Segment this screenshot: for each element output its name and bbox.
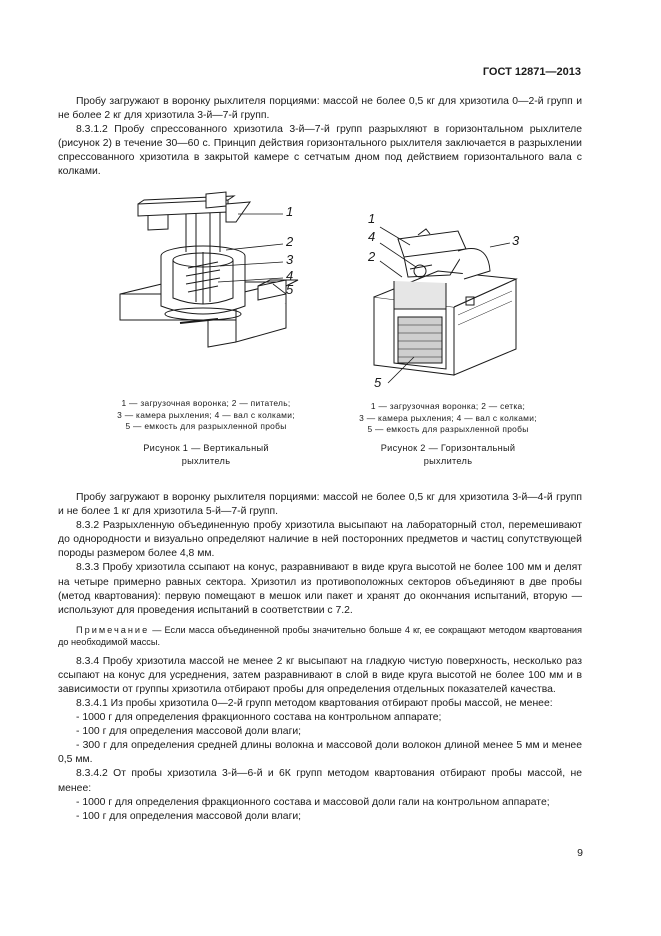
- fig1-label-4: 4: [286, 268, 294, 283]
- note-text: — Если масса объединенной пробы значительно больше 4 кг, ее сокращают методом квартования до необходимой массы.: [58, 624, 582, 648]
- list-item-5: - 100 г для определения массовой доли влаги;: [76, 810, 302, 822]
- note-label: Примечание: [76, 624, 150, 635]
- intro-paragraph-1: Пробу загружают в воронку рыхлителя порциями: массой не более 0,5 кг для хризотила 0—2-й групп и не более 2 кг для хризотила 3-й—7-й групп.: [58, 96, 582, 122]
- fig1-title-line-2: рыхлитель: [181, 456, 231, 466]
- fig2-title-line-2: рыхлитель: [423, 456, 473, 466]
- fig1-legend-line-1: 1 — загрузочная воронка; 2 — питатель;: [121, 398, 291, 408]
- fig2-title-line-1: Рисунок 2 — Горизонтальный: [380, 443, 516, 453]
- list-item-3: - 300 г для определения средней длины волокна и массовой доли волокон длиной менее 5 мм и менее 0,5 мм.: [58, 740, 582, 766]
- list-item-4: - 1000 г для определения фракционного состава и массовой доли гали на контрольном аппарате;: [76, 796, 550, 808]
- body-paragraph-5: 8.3.4.1 Из пробы хризотила 0—2-й групп методом квартования отбирают пробы массой, не менее:: [76, 697, 553, 709]
- body-paragraph-6: 8.3.4.2 От пробы хризотила 3-й—6-й и 6К групп методом квартования отбирают пробы массой, не менее:: [58, 768, 582, 794]
- list-item-2: - 100 г для определения массовой доли влаги;: [76, 726, 302, 738]
- body-text: [58, 491, 582, 824]
- body-paragraph-3: 8.3.3 Пробу хризотила ссыпают на конус, разравнивают в виде круга высотой не более 100 мм и делят на четыре примерно равных сектора. Хризотил из противоположных секторов объединяют в две пробы (метод квартования): первую помещают в мешок или пакет и хранят до окончания испытаний, вторую — используют для проведения испытаний в соответствии с 7.2.: [58, 562, 582, 616]
- body-paragraph-4: 8.3.4 Пробу хризотила массой не менее 2 кг высыпают на гладкую чистую поверхность, несколько раз ссыпают на конус для усреднения, затем разравнивают в слой в виде круга высотой не более 100 мм и в зависимости от группы хризотила отбирают пробы для определения отдельных показателей качества.: [58, 655, 582, 695]
- fig1-legend-line-2: 3 — камера рыхления; 4 — вал с колками;: [117, 409, 295, 420]
- intro-text: [58, 95, 582, 180]
- fig2-label-2: 2: [368, 249, 376, 264]
- fig1-legend-line-3: 5 — емкость для разрыхленной пробы: [125, 421, 287, 431]
- fig2-legend-line-1: 1 — загрузочная воронка; 2 — сетка;: [370, 401, 526, 411]
- fig2-label-5: 5: [374, 375, 382, 390]
- fig1-label-3: 3: [286, 252, 294, 267]
- fig1-label-2: 2: [286, 234, 294, 249]
- list-item-1: - 1000 г для определения фракционного состава на контрольном аппарате;: [76, 712, 442, 724]
- body-paragraph-2: 8.3.2 Разрыхленную объединенную пробу хризотила высыпают на лабораторный стол, перемешивают до однородности и визуально определяют наличие в ней посторонних предметов и частиц сопутствующей породы размером более 4,8 мм.: [58, 520, 582, 560]
- intro-paragraph-2: 8.3.1.2 Пробу спрессованного хризотила 3-й—7-й групп разрыхляют в горизонтальном рыхлителе (рисунок 2) в течение 30—60 с. Принцип действия горизонтального рыхлителя заключается в разрыхлении спрессованного хризотила в закрытой камере с сетчатым дном под действием горизонтального вала с колками.: [58, 124, 582, 178]
- fig1-label-1: 1: [286, 204, 294, 219]
- fig1-label-5: 5: [286, 282, 294, 297]
- fig2-label-3: 3: [512, 233, 520, 248]
- page-number: 9: [577, 847, 583, 859]
- fig2-legend-line-3: 5 — емкость для разрыхленной пробы: [367, 424, 529, 434]
- fig2-legend-line-2: 3 — камера рыхления; 4 — вал с колками;: [359, 412, 537, 423]
- figure-1-legend: [98, 398, 314, 433]
- figure-2-caption: [340, 442, 556, 468]
- fig1-title-line-1: Рисунок 1 — Вертикальный: [143, 443, 269, 453]
- figure-2-legend: [340, 401, 556, 436]
- fig2-label-4: 4: [368, 229, 376, 244]
- figure-1-vertical-loosener-drawing: [108, 182, 308, 352]
- figure-2-horizontal-loosener-drawing: [358, 205, 538, 390]
- doc-code-header: ГОСТ 12871—2013: [482, 66, 581, 78]
- note-paragraph: [58, 624, 582, 649]
- fig2-label-1: 1: [368, 211, 376, 226]
- body-paragraph-1: Пробу загружают в воронку рыхлителя порциями: массой не более 0,5 кг для хризотила 3-й—4-й групп и не более 1 кг для хризотила 5-й—7-й групп.: [58, 492, 582, 518]
- figure-1-caption: [98, 442, 314, 468]
